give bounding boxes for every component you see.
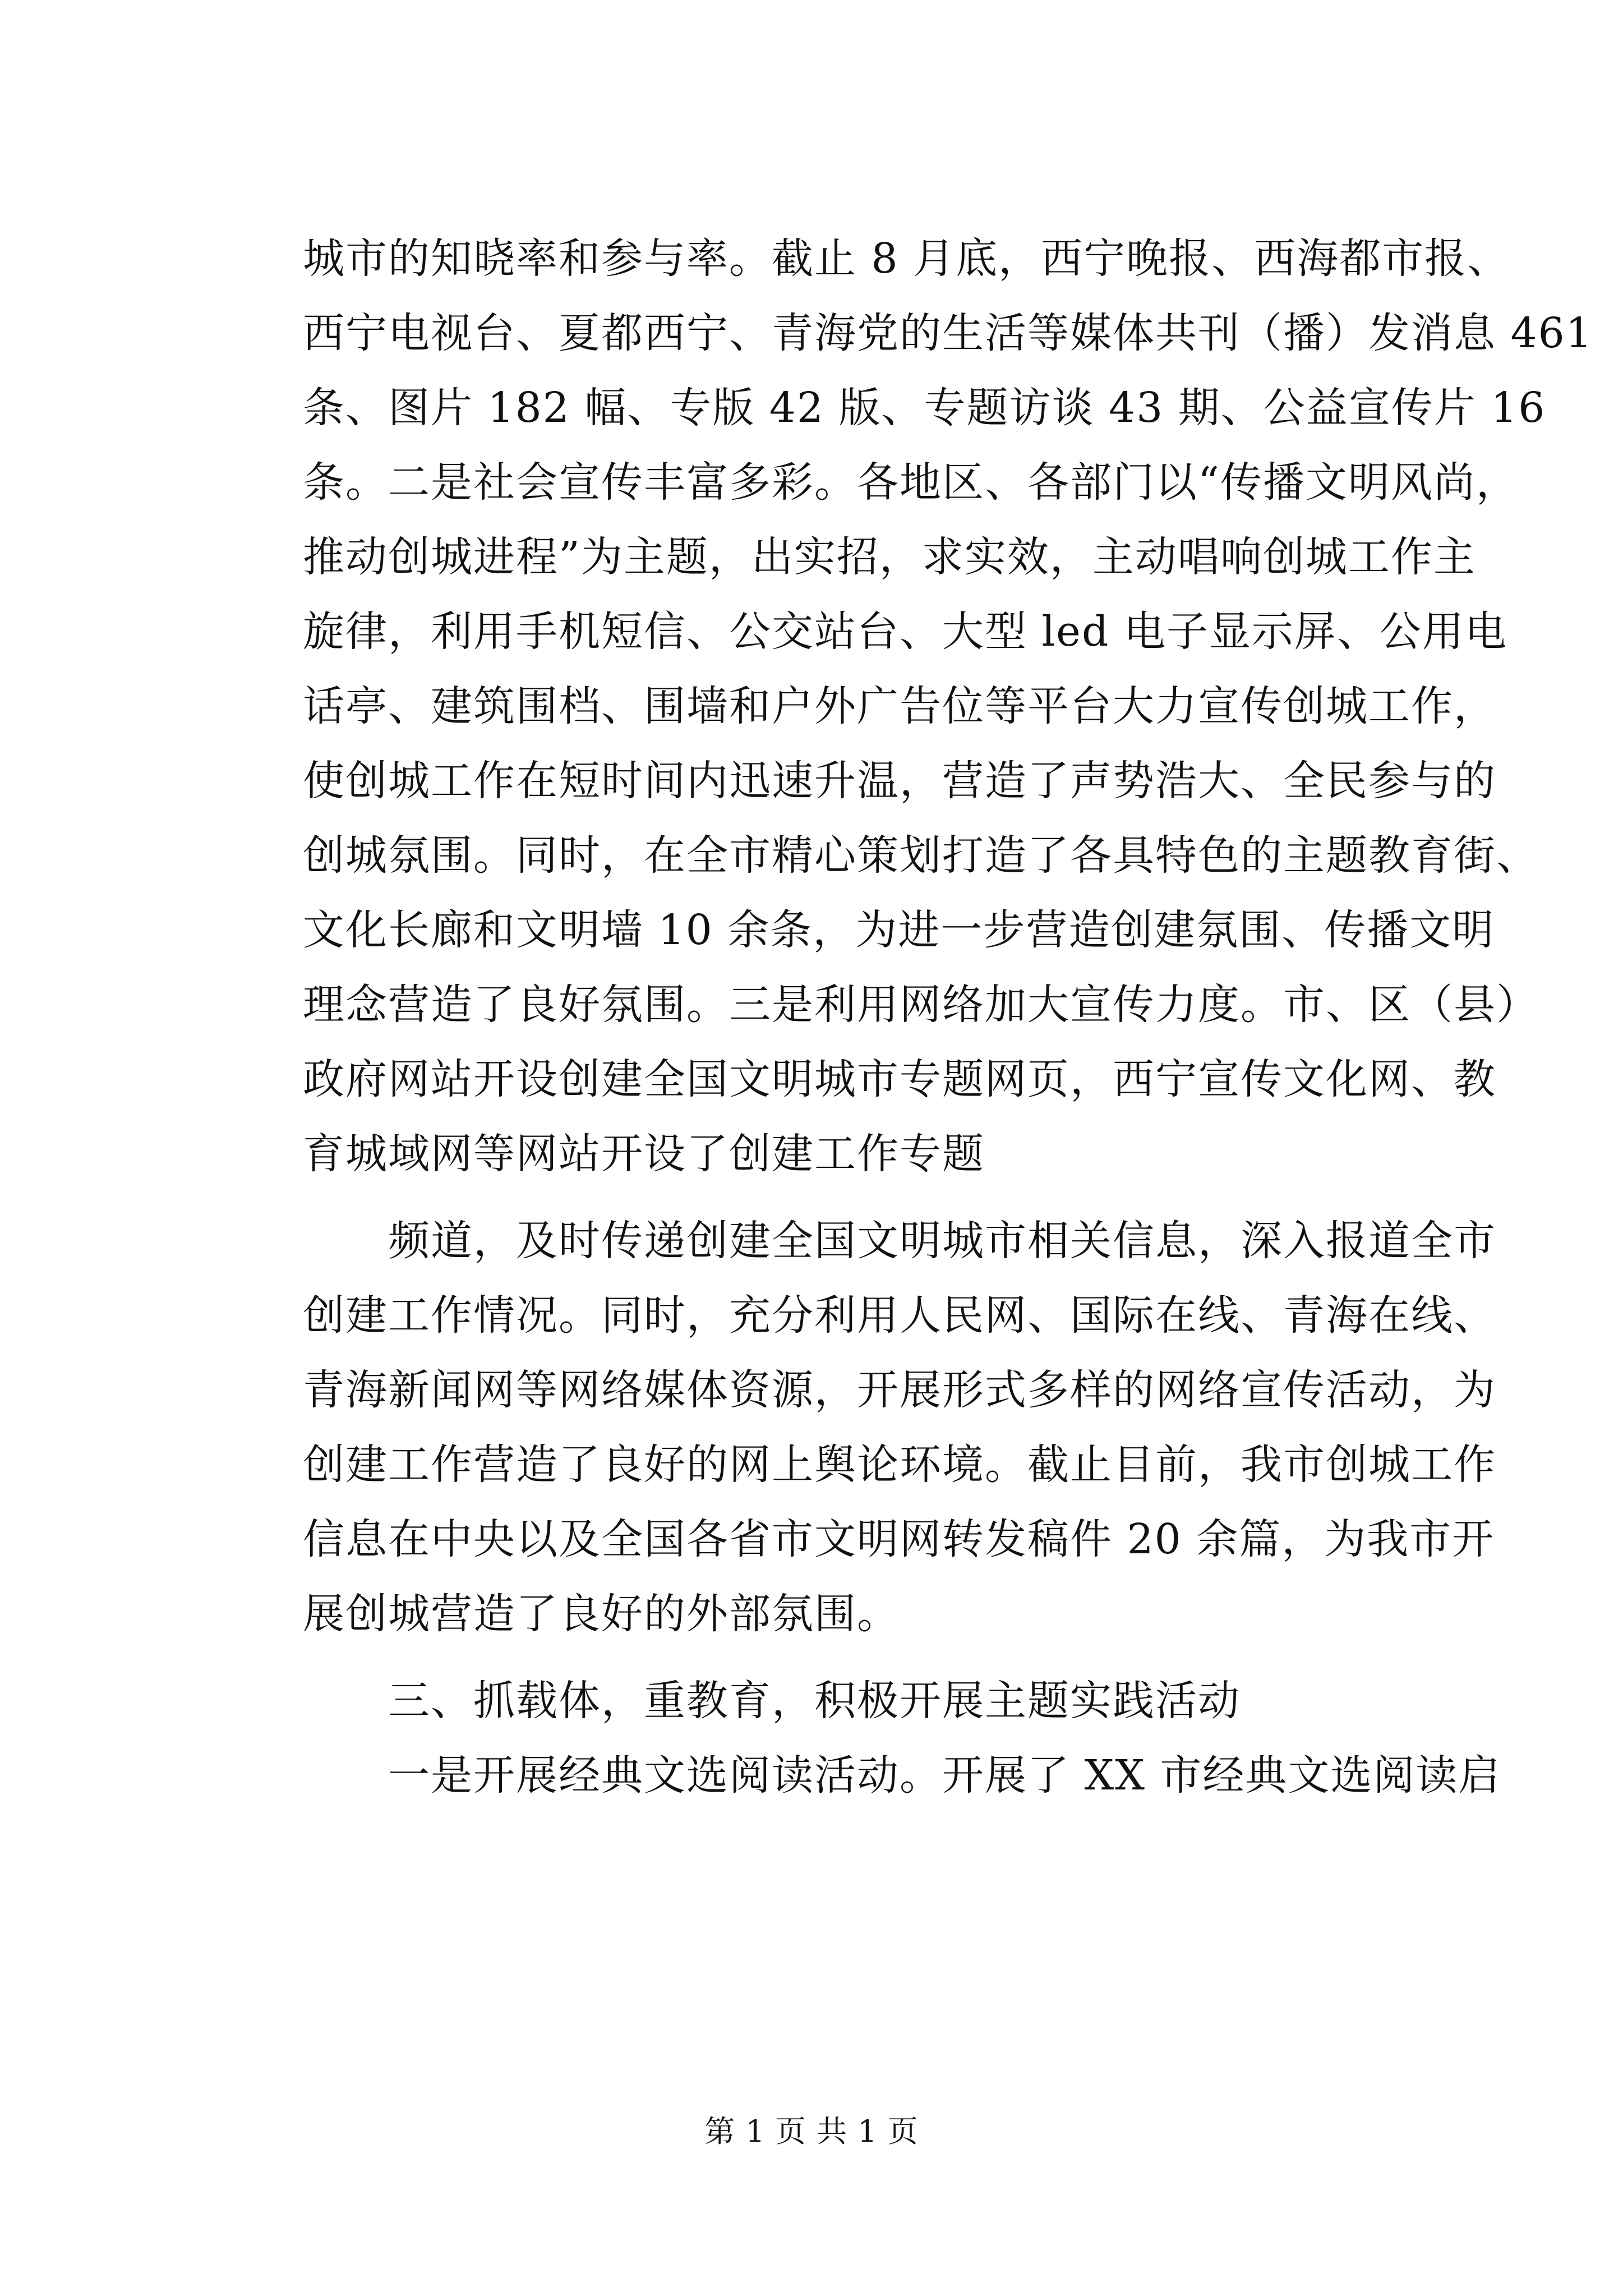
paragraph [303, 1204, 1496, 1651]
paragraph [303, 222, 1593, 1191]
text-line: 使创城工作在短时间内迅速升温，营造了声势浩大、全民参与的 [303, 757, 1496, 805]
text-line: 青海新闻网等网络媒体资源，开展形式多样的网络宣传活动，为 [303, 1366, 1496, 1414]
text-line: 频道，及时传递创建全国文明城市相关信息，深入报道全市 [303, 1217, 1496, 1265]
text-line: 推动创城进程”为主题，出实招，求实效，主动唱响创城工作主 [303, 533, 1476, 581]
text-line: 创建工作营造了良好的网上舆论环境。截止目前，我市创城工作 [303, 1441, 1496, 1489]
heading-line: 三、抓载体，重教育，积极开展主题实践活动 [303, 1677, 1241, 1725]
text-line: 创城氛围。同时，在全市精心策划打造了各具特色的主题教育街、 [303, 831, 1539, 880]
page-footer: 第 1 页 共 1 页 [704, 2114, 919, 2149]
text-line: 育城域网等网站开设了创建工作专题 [303, 1130, 985, 1178]
text-line: 城市的知晓率和参与率。截止 8 月底，西宁晚报、西海都市报、 [303, 234, 1510, 283]
text-line: 条、图片 182 幅、专版 42 版、专题访谈 43 期、公益宣传片 16 [303, 384, 1546, 432]
text-line: 展创城营造了良好的外部氛围。 [303, 1590, 900, 1638]
section-heading [303, 1664, 1430, 1738]
text-line: 创建工作情况。同时，充分利用人民网、国际在线、青海在线、 [303, 1291, 1496, 1340]
document-body [303, 222, 1593, 1813]
text-line: 理念营造了良好氛围。三是利用网络加大宣传力度。市、区（县） [303, 981, 1539, 1029]
text-line: 信息在中央以及全国各省市文明网转发稿件 20 余篇，为我市开 [303, 1515, 1495, 1563]
text-line: 政府网站开设创建全国文明城市专题网页，西宁宣传文化网、教 [303, 1055, 1496, 1103]
text-line: 条。二是社会宣传丰富多彩。各地区、各部门以“传播文明风尚， [303, 458, 1519, 507]
text-line: 旋律，利用手机短信、公交站台、大型 led 电子显示屏、公用电 [303, 608, 1507, 656]
text-line: 文化长廊和文明墙 10 余条，为进一步营造创建氛围、传播文明 [303, 906, 1495, 954]
text-line: 话亭、建筑围档、围墙和户外广告位等平台大力宣传创城工作， [303, 682, 1496, 730]
paragraph [303, 1738, 1501, 1813]
text-line: 一是开展经典文选阅读活动。开展了 XX 市经典文选阅读启 [303, 1751, 1501, 1800]
text-line: 西宁电视台、夏都西宁、青海党的生活等媒体共刊（播）发消息 461 [303, 309, 1593, 357]
